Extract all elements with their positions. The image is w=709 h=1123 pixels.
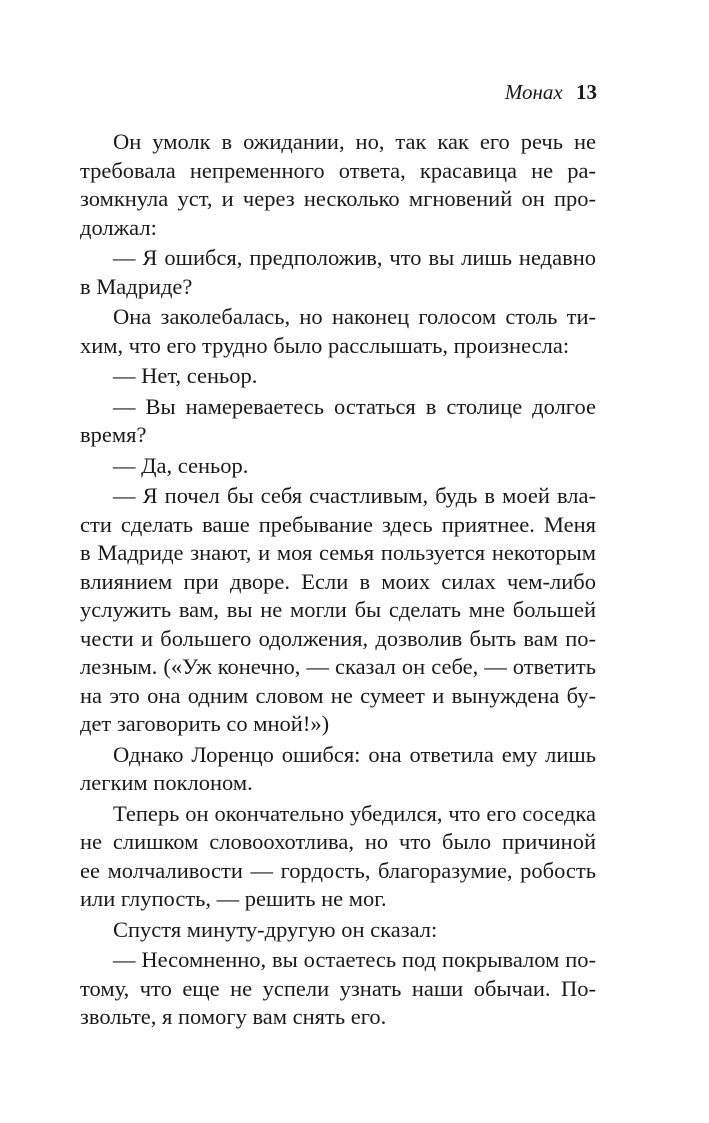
paragraph	[80, 452, 596, 481]
running-title: Монах	[504, 80, 563, 104]
page-number: 13	[576, 80, 597, 104]
text-line: лезным. («Уж конечно, — сказал он себе, — ответить	[80, 654, 596, 679]
text-line: — Нет, сеньор.	[113, 363, 258, 388]
text-line: тому, что еще не успели узнать наши обычаи. По-	[80, 975, 596, 1001]
paragraph	[80, 128, 596, 242]
text-line: в Мадриде знают, и моя семья пользуется некоторым	[80, 540, 596, 565]
text-line: — Я почел бы себя счастливым, будь в моей вла-	[113, 483, 596, 508]
text-line: Она заколебалась, но наконец голосом столь ти-	[113, 304, 596, 329]
text-line: Однако Лоренцо ошибся: она ответила ему лишь	[113, 741, 596, 767]
text-line: звольте, я помогу вам снять его.	[80, 1004, 387, 1029]
text-line: Спустя минуту-другую он сказал:	[113, 916, 438, 942]
running-header	[505, 80, 597, 105]
text-line: Теперь он окончательно убедился, что его соседка	[113, 800, 596, 826]
text-line: на это она одним словом не сумеет и вынуждена бу-	[80, 682, 596, 708]
text-line: дет заговорить со мной!»)	[80, 711, 330, 736]
text-line: сти сделать ваше пребывание здесь приятнее. Меня	[80, 511, 596, 537]
text-line: не слишком словоохотлива, но что было причиной	[80, 829, 596, 854]
text-line: время?	[80, 422, 147, 447]
text-line: в Мадриде?	[80, 273, 193, 299]
text-line: — Вы намереваетесь остаться в столице долгое	[113, 393, 596, 419]
text-line: — Несомненно, вы остаетесь под покрывалом по-	[113, 947, 596, 972]
text-line: должал:	[80, 214, 157, 240]
body-text	[80, 128, 596, 1032]
text-line: — Я ошибся, предположив, что вы лишь недавно	[113, 245, 596, 270]
paragraph	[80, 946, 596, 1032]
text-line: требовала непременного ответа, красавица не ра-	[80, 157, 596, 183]
text-line: — Да, сеньор.	[113, 452, 249, 478]
paragraph	[80, 916, 596, 945]
paragraph	[80, 741, 596, 798]
text-line: или глупость, — решить не мог.	[80, 886, 387, 911]
text-line: хим, что его трудно было расслышать, произнесла:	[80, 332, 570, 358]
paragraph	[80, 393, 596, 450]
text-line: чести и большего одолжения, дозволив быть вам по-	[80, 625, 596, 651]
paragraph	[80, 362, 596, 391]
text-line: легким поклоном.	[80, 770, 253, 795]
text-line: услужить вам, вы не могли бы сделать мне большей	[80, 597, 596, 622]
text-line: ее молчаливости — гордость, благоразумие, робость	[80, 857, 596, 883]
paragraph	[80, 800, 596, 914]
paragraph	[80, 482, 596, 739]
paragraph	[80, 244, 596, 301]
text-line: Он умолк в ожидании, но, так как его речь не	[113, 129, 596, 154]
text-line: влиянием при дворе. Если в моих силах чем-либо	[80, 568, 596, 594]
text-line: зомкнула уст, и через несколько мгновений он про-	[80, 186, 596, 211]
paragraph	[80, 303, 596, 360]
